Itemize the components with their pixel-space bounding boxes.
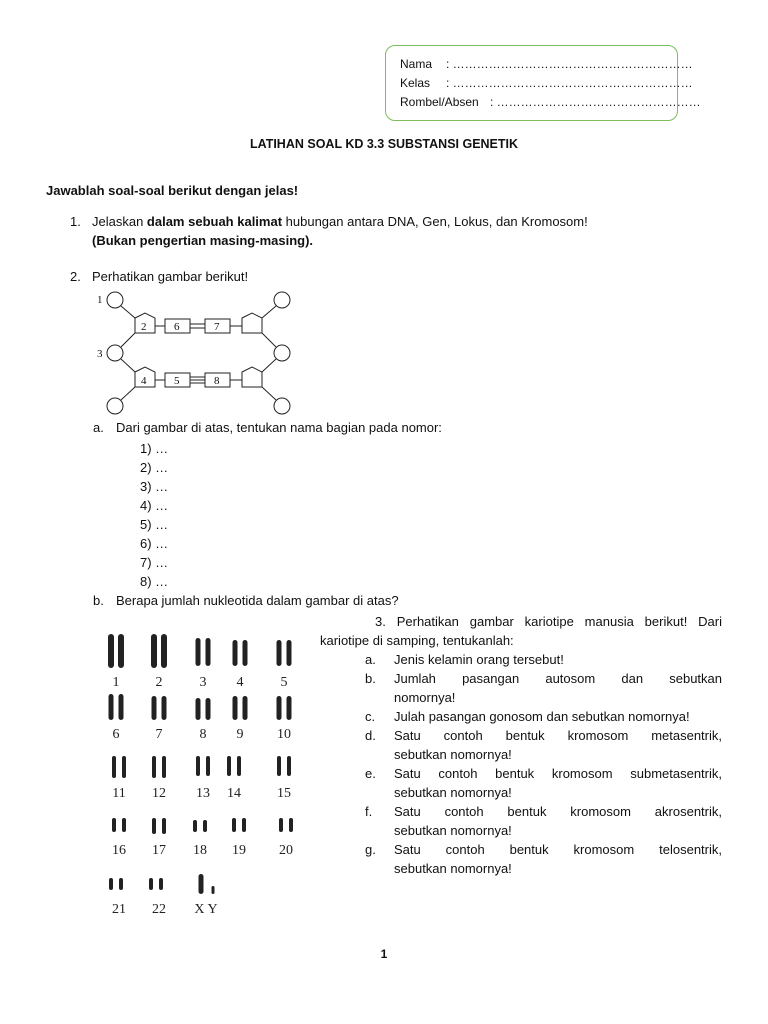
chromosome: [206, 698, 211, 720]
answer-list: [140, 439, 168, 591]
chromosome: [109, 878, 113, 890]
q2a-text: Dari gambar di atas, tentukan nama bagian pada nomor:: [116, 420, 442, 435]
question-1: [70, 212, 690, 250]
rombel-label: Rombel/Absen: [400, 95, 479, 109]
answer-item[interactable]: 7) …: [140, 555, 169, 570]
karyotype-label: 5: [280, 675, 288, 690]
karyotype-label: 12: [152, 786, 166, 801]
diagram-label-1: 1: [97, 294, 103, 306]
class-row: [400, 74, 693, 93]
phosphate-circle: [274, 345, 290, 361]
chromosome: [277, 640, 282, 666]
q1-text-bold: dalam sebuah kalimat: [146, 214, 283, 229]
q2-text: Perhatikan gambar berikut!: [92, 269, 249, 284]
chromosome: [149, 878, 153, 890]
karyotype-label: 14: [227, 786, 241, 801]
answer-item[interactable]: 1) …: [140, 441, 169, 456]
chromosome: [206, 756, 210, 776]
phosphate-circle: [107, 345, 123, 361]
answer-item[interactable]: 8) …: [140, 574, 169, 589]
chromosome: [112, 818, 116, 832]
chromosome: [152, 696, 157, 720]
chromosome: [279, 818, 283, 832]
diagram-label-2: 2: [141, 321, 147, 333]
karyotype-label: 8: [199, 727, 207, 742]
question-3: [320, 612, 722, 650]
q3-item-g: g. Satu contoh bentuk kromosom telosentrik, sebutkan nomornya!: [365, 842, 722, 876]
q2b-text: Berapa jumlah nukleotida dalam gambar di atas?: [116, 593, 399, 608]
chromosome: [196, 638, 201, 666]
chromosome: [233, 640, 238, 666]
chromosome: [277, 756, 281, 776]
q1-note: (Bukan pengertian masing-masing).: [92, 233, 314, 248]
q3-line1: 3. Perhatikan gambar kariotipe manusia berikut! Dari: [375, 614, 722, 629]
chromosome: [162, 756, 166, 778]
karyotype-label: 11: [112, 786, 126, 801]
chromosome: [196, 756, 200, 776]
answer-item[interactable]: 3) …: [140, 479, 169, 494]
chromosome: [108, 634, 114, 668]
chromosome: [203, 820, 207, 832]
page-title: LATIHAN SOAL KD 3.3 SUBSTANSI GENETIK: [249, 137, 519, 151]
chromosome: [122, 756, 126, 778]
chromosome: [162, 818, 166, 834]
name-blank[interactable]: : ……………………………………………………: [446, 57, 693, 71]
chromosome: [227, 756, 231, 776]
q3-item-b: b. Jumlah pasangan autosom dan sebutkan nomornya!: [365, 671, 722, 705]
answer-item[interactable]: 5) …: [140, 517, 169, 532]
karyotype-label: 20: [279, 843, 293, 858]
diagram-label-4: 4: [141, 375, 147, 387]
chromosome: [287, 696, 292, 720]
q3-item-f: f. Satu contoh bentuk kromosom akrosentrik, sebutkan nomornya!: [365, 804, 722, 838]
diagram-label-5: 5: [174, 375, 180, 387]
chromosome: [233, 696, 238, 720]
q1-number: 1.: [70, 214, 81, 229]
chromosome: [232, 818, 236, 832]
karyotype-label: 9: [236, 727, 244, 742]
diagram-label-8: 8: [214, 375, 220, 387]
karyotype-label: 6: [112, 727, 120, 742]
question-2: [70, 269, 248, 284]
chromosome: [237, 756, 241, 776]
karyotype-label: 21: [112, 902, 126, 917]
chromosome: [118, 634, 124, 668]
chromosome: [243, 696, 248, 720]
karyotype-label: 17: [152, 843, 166, 858]
chromosome: [151, 634, 157, 668]
chromosome: [152, 818, 156, 834]
karyotype-label: 2: [155, 675, 163, 690]
q1-text-post: hubungan antara DNA, Gen, Lokus, dan Kromosom!: [282, 214, 588, 229]
phosphate-circle: [274, 398, 290, 414]
chromosome: [212, 886, 215, 894]
chromosome: [242, 818, 246, 832]
diagram-label-7: 7: [214, 321, 220, 333]
chromosome: [193, 820, 197, 832]
karyotype-label: 1: [112, 675, 120, 690]
diagram-label-6: 6: [174, 321, 180, 333]
name-label: Nama: [400, 57, 433, 71]
q2a-letter: a.: [93, 420, 104, 435]
chromosome: [287, 756, 291, 776]
chromosome: [122, 818, 126, 832]
q3-number: 3.: [375, 614, 386, 629]
phosphate-circle: [107, 398, 123, 414]
chromosome: [162, 696, 167, 720]
karyotype-label: 22: [152, 902, 166, 917]
rombel-blank[interactable]: : ……………………………………………: [490, 95, 701, 109]
q3-item-e: e. Satu contoh bentuk kromosom submetasentrik, sebutkan nomornya!: [365, 766, 722, 800]
student-info-box: [385, 45, 701, 121]
sugar-pentagon: [242, 367, 262, 387]
question-2b: [93, 593, 399, 608]
chromosome: [243, 640, 248, 666]
karyotype-label: 16: [112, 843, 126, 858]
karyotype-label: 4: [236, 675, 244, 690]
class-label: Kelas: [400, 76, 431, 90]
chromosome: [277, 696, 282, 720]
karyotype-figure: [96, 630, 306, 920]
answer-item[interactable]: 2) …: [140, 460, 169, 475]
karyotype-label: 3: [199, 675, 207, 690]
q3-item-c: c. Julah pasangan gonosom dan sebutkan nomornya!: [365, 709, 690, 724]
chromosome: [196, 698, 201, 720]
answer-item[interactable]: 4) …: [140, 498, 169, 513]
karyotype-label: X Y: [194, 902, 218, 917]
diagram-label-3: 3: [97, 348, 103, 360]
q3-item-d: d. Satu contoh bentuk kromosom metasentrik, sebutkan nomornya!: [365, 728, 722, 762]
chromosome: [289, 818, 293, 832]
sugar-pentagon: [242, 313, 262, 333]
karyotype-label: 10: [277, 727, 291, 742]
chromosome: [161, 634, 167, 668]
chromosome: [206, 638, 211, 666]
q3-item-a: a. Jenis kelamin orang tersebut!: [365, 652, 564, 667]
karyotype-label: 19: [232, 843, 246, 858]
phosphate-circle: [107, 292, 123, 308]
chromosome: [199, 874, 204, 894]
karyotype-label: 15: [277, 786, 291, 801]
q2-number: 2.: [70, 269, 81, 284]
class-blank[interactable]: : ……………………………………………………: [446, 76, 693, 90]
chromosome: [287, 640, 292, 666]
instruction: Jawablah soal-soal berikut dengan jelas!: [46, 183, 299, 198]
q3-line2: kariotipe di samping, tentukanlah:: [320, 633, 514, 648]
answer-item[interactable]: 6) …: [140, 536, 169, 551]
chromosome: [159, 878, 163, 890]
question-2a: [93, 420, 442, 435]
chromosome: [152, 756, 156, 778]
q3-subquestions: [365, 650, 722, 878]
karyotype-label: 18: [193, 843, 207, 858]
q2b-letter: b.: [93, 593, 104, 608]
dna-structure-diagram: [95, 288, 300, 418]
name-row: [400, 55, 693, 74]
chromosome: [112, 756, 116, 778]
phosphate-circle: [274, 292, 290, 308]
q1-text-pre: Jelaskan: [92, 214, 147, 229]
chromosome: [109, 694, 114, 720]
karyotype-label: 7: [155, 727, 163, 742]
chromosome: [119, 878, 123, 890]
karyotype-label: 13: [196, 786, 210, 801]
rombel-row: [400, 93, 701, 112]
chromosome: [119, 694, 124, 720]
page-number: 1: [380, 947, 388, 961]
